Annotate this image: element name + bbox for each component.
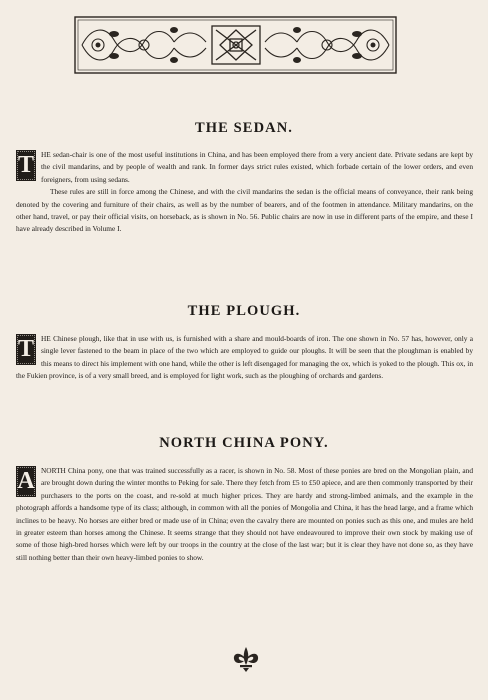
section-plough [16, 333, 473, 383]
paragraph-text: HE Chinese plough, like that in use with us, is furnished with a share and mould-boards of iron. The one shown in No. 57 has, however, only a single lever fastened to the beam in place of the two which are employed to guide our ploughs. It will be seen that the ploughman is enabled by this means to direct his implement with one hand, while the other is left disengaged for managing the ox, which is yoked to the plough. This ox, in the Fukien province, is of a very small breed, and is employed for light work, such as the ploughing of orchards and gardens. [16, 334, 473, 381]
section-title-pony: NORTH CHINA PONY. [159, 435, 329, 451]
floral-header-ornament-icon [74, 16, 397, 74]
section-pony [16, 465, 473, 564]
paragraph [16, 149, 473, 186]
paragraph-text: NORTH China pony, one that was trained successfully as a racer, is shown in No. 58. Most of these ponies are bred on the Mongolian plain, and are brought down during the winter months to Peking for sale. There they fetch from £5 to £50 apiece, and are then commonly transported by their purchasers to the ports on the coast, and re-sold at much higher prices. They are hardy and strong-limbed animals, and the example in the photograph affords a handsome type of its class; although, in common with all the ponies of Mongolia and China, it has the head large, and a frame which inclines to be heavy. No horses are either bred or made use of in China; even the cavalry there are mounted on ponies such as this one, and mules are held in greater esteem than horses among the Chinese. It seems strange that they should not have endeavoured to improve their own stock by making use of some of those high-bred horses which were left by our troops in the country at the close of the last war; but it is clear they have not done so, as they have still nothing better than their own heavy-limbed ponies to show. [16, 466, 473, 562]
paragraph [16, 465, 473, 564]
section-title-plough: THE PLOUGH. [187, 303, 301, 319]
fleur-tailpiece-icon [231, 645, 261, 673]
paragraph [16, 333, 473, 383]
paragraph-text: HE sedan-chair is one of the most useful institutions in China, and has been employed there from a very ancient date. Private sedans are kept by the civil mandarins, and by people of wealth and rank. In former days strict rules existed, which forbade certain of the lower orders, and even foreigners, from using sedans. [41, 150, 473, 184]
drop-cap-initial: T [16, 334, 36, 365]
drop-cap-initial: A [16, 466, 36, 497]
drop-cap-initial: T [16, 150, 36, 181]
section-title-sedan: THE SEDAN. [194, 120, 294, 136]
paragraph-text: These rules are still in force among the Chinese, and with the civil mandarins the sedan is the official means of conveyance, their rank being denoted by the covering and furniture of their chairs, as well as by the number of bearers, and of the footmen in attendance. Military mandarins, on the other hand, travel, or pay their official visits, on horseback, as is shown in No. 56. Public chairs are now in use in different parts of the empire, and these I have already described in Volume I. [16, 187, 473, 234]
section-sedan [16, 149, 473, 236]
